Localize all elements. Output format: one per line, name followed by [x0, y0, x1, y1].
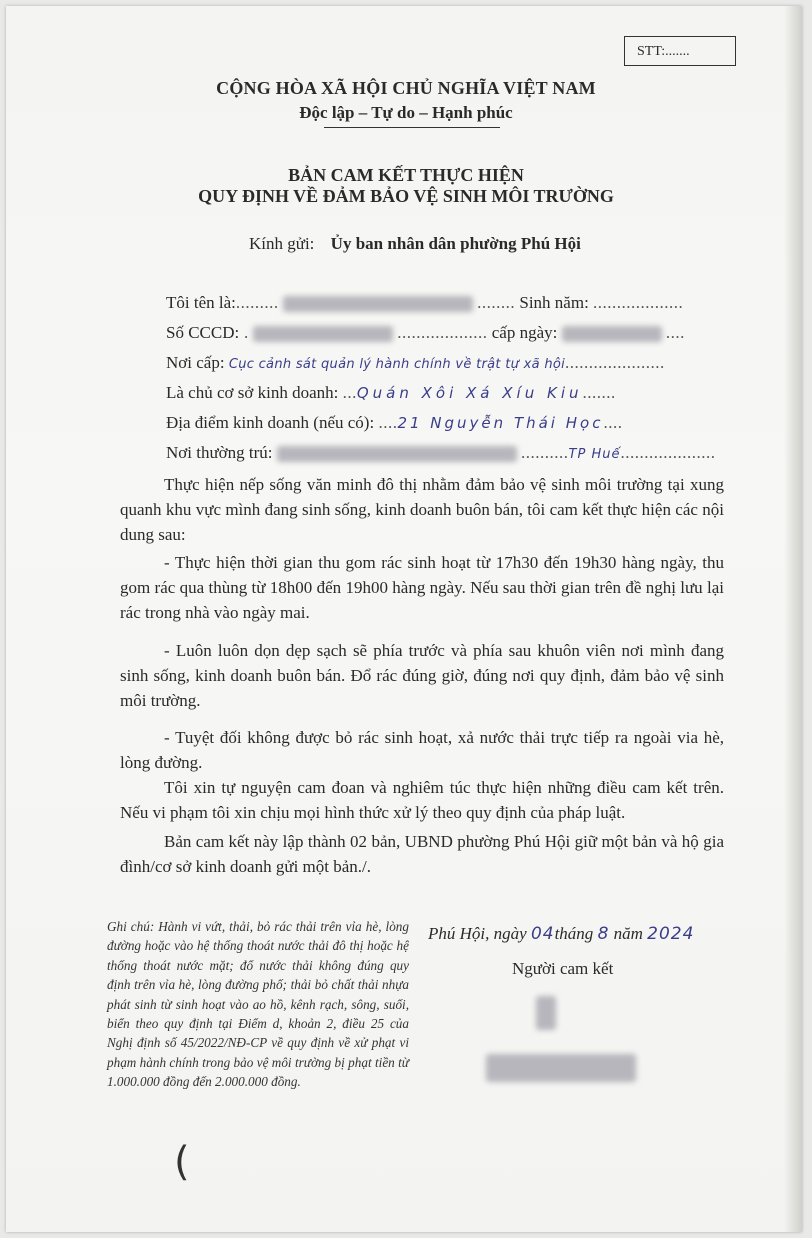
field-residence-row: Nơi thường trú: ..........TP Huế.................... [166, 443, 716, 462]
document-title-line1: BẢN CAM KẾT THỰC HIỆN [288, 165, 524, 185]
commitment-item-1: - Thực hiện thời gian thu gom rác sinh hoạt từ 17h30 đến 19h30 hàng ngày, thu gom rác qua thùng từ 18h00 đến 19h00 hàng ngày. Nếu sau thời gian trên đề nghị lưu lại rác trong nhà vào ngày mai. [120, 553, 724, 622]
redacted-signature [536, 996, 556, 1030]
signer-label: Người cam kết [512, 959, 614, 978]
intro-paragraph: Thực hiện nếp sống văn minh đô thị nhằm đảm bảo vệ sinh môi trường tại xung quanh khu vực mình đang sinh sống, kinh doanh buôn bán, tôi cam kết thực hiện các nội dung sau: [120, 475, 724, 544]
field-cccd-row: Số CCCD: . ................... cấp ngày: .... [166, 323, 685, 342]
redacted-name [283, 296, 473, 312]
commitment-item-3: - Tuyệt đối không được bỏ rác sinh hoạt, xả nước thải trực tiếp ra ngoài via hè, lòng đường. [120, 728, 724, 772]
field-issued-by-row: Nơi cấp: Cục cảnh sát quản lý hành chính về trật tự xã hội..................... [166, 353, 665, 372]
field-address-row: Địa điểm kinh doanh (nếu có): ....21 Nguyễn Thái Học.... [166, 413, 623, 432]
field-owner-row: Là chủ cơ sở kinh doanh: ...Quán Xôi Xá Xíu Kiu....... [166, 383, 616, 402]
motto: Độc lập – Tự do – Hạnh phúc [299, 103, 513, 122]
recipient-label: Kính gửi: [249, 234, 315, 253]
legal-note: Ghi chú: Hành vi vứt, thải, bỏ rác thải trên vỉa hè, lòng đường hoặc vào hệ thống thoát nước thải đô thị hoặc hệ thống thoát nước mặt; đổ nước thải không đúng quy định trên vỉa hè, lòng đường phố; thải bỏ chất thải nhựa phát sinh từ sinh hoạt vào ao hồ, kênh rạch, sông, suối, biển theo quy định tại Điểm d, khoản 2, điều 25 của Nghị định số 45/2022/NĐ-CP về quy định về xử phạt vi phạm hành chính trong bảo vệ môi trường bị phạt tiền từ 1.000.000 đồng đến 2.000.000 đồng. [107, 919, 409, 1090]
cccd-label: Số CCCD: [166, 323, 240, 342]
redacted-residence [277, 446, 517, 462]
pledge-paragraph: Tôi xin tự nguyện cam đoan và nghiêm túc thực hiện những điều cam kết trên. Nếu vi phạm tôi xin chịu mọi hình thức xử lý theo quy định của pháp luật. [120, 778, 724, 822]
commitment-item-2: - Luôn luôn dọn dẹp sạch sẽ phía trước và phía sau khuôn viên nơi mình đang sinh sống, kinh doanh buôn bán. Đổ rác đúng giờ, đúng nơi quy định, đảm bảo vệ sinh môi trường. [120, 641, 724, 710]
year-label: năm [613, 924, 643, 943]
copies-paragraph: Bản cam kết này lập thành 02 bản, UBND phường Phú Hội giữ một bản và hộ gia đình/cơ sở kinh doanh gửi một bản./. [120, 832, 724, 876]
redacted-issue-date [562, 326, 662, 342]
name-label: Tôi tên là: [166, 293, 236, 312]
address-label: Địa điểm kinh doanh (nếu có): [166, 413, 375, 432]
owner-label: Là chủ cơ sở kinh doanh: [166, 383, 339, 402]
owner-value: Quán Xôi Xá Xíu Kiu [356, 384, 583, 402]
date-month: 8 [597, 924, 610, 944]
issued-by-value: Cục cảnh sát quản lý hành chính về trật tự xã hội [228, 357, 566, 372]
birth-label: Sinh năm: [519, 293, 589, 312]
document-title-line2: QUY ĐỊNH VỀ ĐẢM BẢO VỆ SINH MÔI TRƯỜNG [198, 186, 614, 206]
nation-heading: CỘNG HÒA XÃ HỘI CHỦ NGHĨA VIỆT NAM [216, 78, 596, 98]
residence-value: TP Huế [568, 447, 621, 462]
handwritten-mark: ( [174, 1139, 190, 1185]
recipient-line [249, 234, 581, 254]
redacted-cccd [253, 326, 393, 342]
redacted-signer-name [486, 1054, 636, 1082]
document-page [6, 6, 802, 1232]
signature-date [428, 924, 694, 944]
recipient-value: Ủy ban nhân dân phường Phú Hội [330, 234, 581, 253]
address-value: 21 Nguyễn Thái Học [397, 414, 604, 432]
residence-label: Nơi thường trú: [166, 443, 273, 462]
stt-box: STT:....... [624, 36, 736, 66]
motto-underline [324, 127, 500, 128]
date-year: 2024 [647, 924, 695, 944]
date-prefix: Phú Hội, ngày [428, 924, 527, 943]
month-label: tháng [554, 924, 594, 943]
issue-date-label: cấp ngày: [491, 323, 558, 342]
issued-by-label: Nơi cấp: [166, 353, 225, 372]
date-day: 04 [530, 924, 555, 944]
field-name-row: Tôi tên là:......... ........ Sinh năm: ................... [166, 293, 684, 312]
